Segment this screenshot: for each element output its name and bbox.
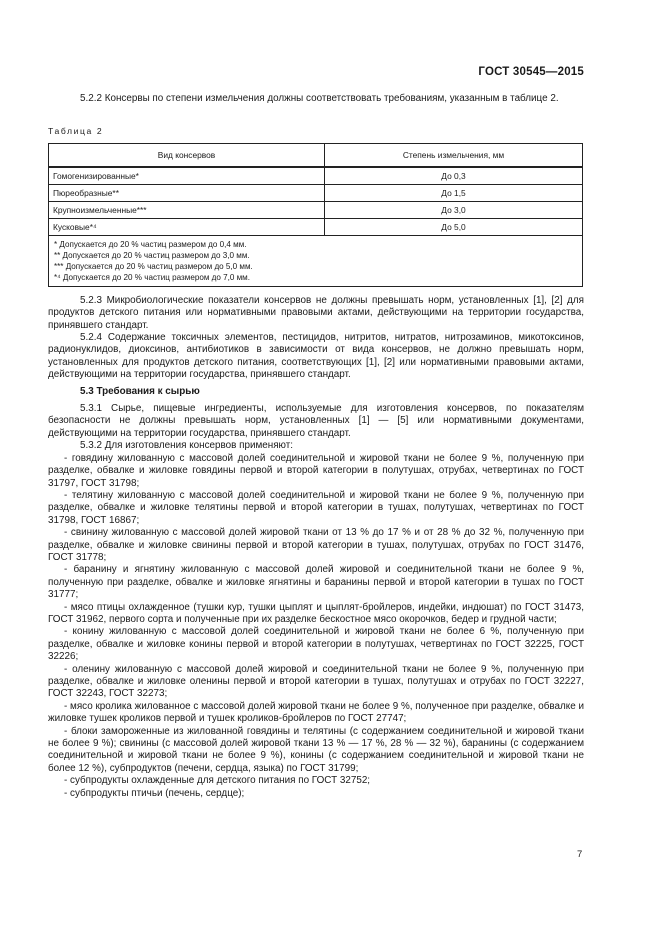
table-cell-type: Кусковые*⁴ <box>49 218 325 235</box>
list-item: - оленину жилованную с массовой долей жировой и соединительной ткани не более 9 %, полученную при разделке, обвалке и жиловке оленины первой и второй категории в тушах, полутушах и отрубах по ГОСТ 32227, ГОСТ 32243, ГОСТ 32273; <box>48 663 584 700</box>
table-cell-value: До 0,3 <box>325 167 583 185</box>
list-item: - телятину жилованную с массовой долей соединительной и жировой ткани не более 9 %, полученную при разделке, обвалке и жиловке телятины первой и второй категории в тушах, полутушах, четвертинах по ГОСТ 31798, ГОСТ 16867; <box>48 489 584 526</box>
list-item: - конину жилованную с массовой долей соединительной и жировой ткани не более 6 %, полученную при разделке, обвалке и жиловке конины первой и второй категории в полутушах, четвертинах по ГОСТ 32225, ГОСТ 32226; <box>48 626 584 663</box>
table-row <box>49 201 583 218</box>
list-item: - блоки замороженные из жилованной говядины и телятины (с содержанием соединительной и жировой ткани не более 9 %); свинины (с массовой долей жировой ткани 13 % — 17 %, 28 % — 32 %), баранины (с содержанием соединительной и жировой ткани не более 9 %), конины (с содержанием соединительной и жировой ткани не более 12 %), субпродуктов (печени, сердца, языка) по ГОСТ 31799; <box>48 725 584 774</box>
list-item: - свинину жилованную с массовой долей жировой ткани от 13 % до 17 % и от 28 % до 32 %, полученную при разделке, обвалке и жиловке свинины первой и второй категории в тушах, полутушах, отрубах по ГОСТ 31476, ГОСТ 31778; <box>48 527 584 563</box>
table-row <box>49 218 583 235</box>
table-2 <box>48 143 583 287</box>
page-content <box>48 93 584 800</box>
table-row <box>49 184 583 201</box>
table-note: * Допускается до 20 % частиц размером до 0,4 мм. <box>54 239 247 249</box>
table-note: *⁴ Допускается до 20 % частиц размером до 7,0 мм. <box>54 272 250 282</box>
table-note: *** Допускается до 20 % частиц размером до 5,0 мм. <box>54 261 253 271</box>
list-item: - субпродукты птичьи (печень, сердце); <box>64 787 245 799</box>
paragraph-5-2-3: 5.2.3 Микробиологические показатели консервов не должны превышать норм, установленных [1], [2] для продуктов детского питания или нормативными правовыми актами, действующими на территории государства, принявшего стандарт. <box>48 294 584 331</box>
page-number: 7 <box>577 849 583 860</box>
table-cell-type: Пюреобразные** <box>49 184 325 201</box>
paragraph-5-2-2: 5.2.2 Консервы по степени измельчения должны соответствовать требованиям, указанным в таблице 2. <box>80 93 559 104</box>
table-note: ** Допускается до 20 % частиц размером до 3,0 мм. <box>54 250 250 260</box>
table-row <box>49 167 583 185</box>
table-header-degree: Степень измельчения, мм <box>325 143 583 167</box>
section-heading-5-3: 5.3 Требования к сырью <box>80 385 200 397</box>
table-cell-type: Гомогенизированные* <box>49 167 325 185</box>
list-item: - субпродукты охлажденные для детского питания по ГОСТ 32752; <box>64 775 371 787</box>
table-cell-value: До 1,5 <box>325 184 583 201</box>
table-cell-value: До 3,0 <box>325 201 583 218</box>
document-header: ГОСТ 30545—2015 <box>478 66 584 78</box>
list-item: - говядину жилованную с массовой долей соединительной и жировой ткани не более 9 %, полученную при разделке, обвалке и жиловке говядины первой и второй категории в полутушах, отрубах, четвертинах по ГОСТ 31797, ГОСТ 31798; <box>48 452 584 489</box>
list-item: - мясо птицы охлажденное (тушки кур, тушки цыплят и цыплят-бройлеров, индейки, индюшат) по ГОСТ 31473, ГОСТ 31962, первого сорта и полученные при их разделке бескостное мясо окорочков, бедер и грудной части; <box>48 601 584 625</box>
list-item: - мясо кролика жилованное с массовой долей жировой ткани не более 9 %, полученное при разделке, обвалке и жиловке тушек кроликов первой и тушек кроликов-бройлеров по ГОСТ 27747; <box>48 700 584 725</box>
paragraph-5-3-2: 5.3.2 Для изготовления консервов применяют: <box>80 440 293 452</box>
list-item: - баранину и ягнятину жилованную с массовой долей жировой и соединительной ткани не более 9 %, полученную при разделке, обвалке и жиловке ягнятины и баранины первой и второй категории в тушах по ГОСТ 31777; <box>48 564 584 601</box>
table-notes <box>49 235 583 286</box>
table-cell-value: До 5,0 <box>325 218 583 235</box>
table-caption: Таблица 2 <box>48 126 104 137</box>
table-notes-row <box>49 235 583 286</box>
paragraph-5-3-1: 5.3.1 Сырье, пищевые ингредиенты, используемые для изготовления консервов, по показателям безопасности не должны превышать норм, установленных [1] — [5] или нормативными документами, действующими на территории государства, принявшего стандарт. <box>48 403 584 439</box>
table-cell-type: Крупноизмельченные*** <box>49 201 325 218</box>
table-header-type: Вид консервов <box>49 143 325 167</box>
paragraph-5-2-4: 5.2.4 Содержание токсичных элементов, пестицидов, нитритов, нитратов, нитрозаминов, микотоксинов, радионуклидов, диоксинов, антибиотиков в зависимости от вида консервов, не должно превышать норм, установленных для продуктов детского питания, соответствующих [1], [2] или нормативными правовыми актами, действующими на территории государства, принявшего стандарт. <box>48 332 584 381</box>
